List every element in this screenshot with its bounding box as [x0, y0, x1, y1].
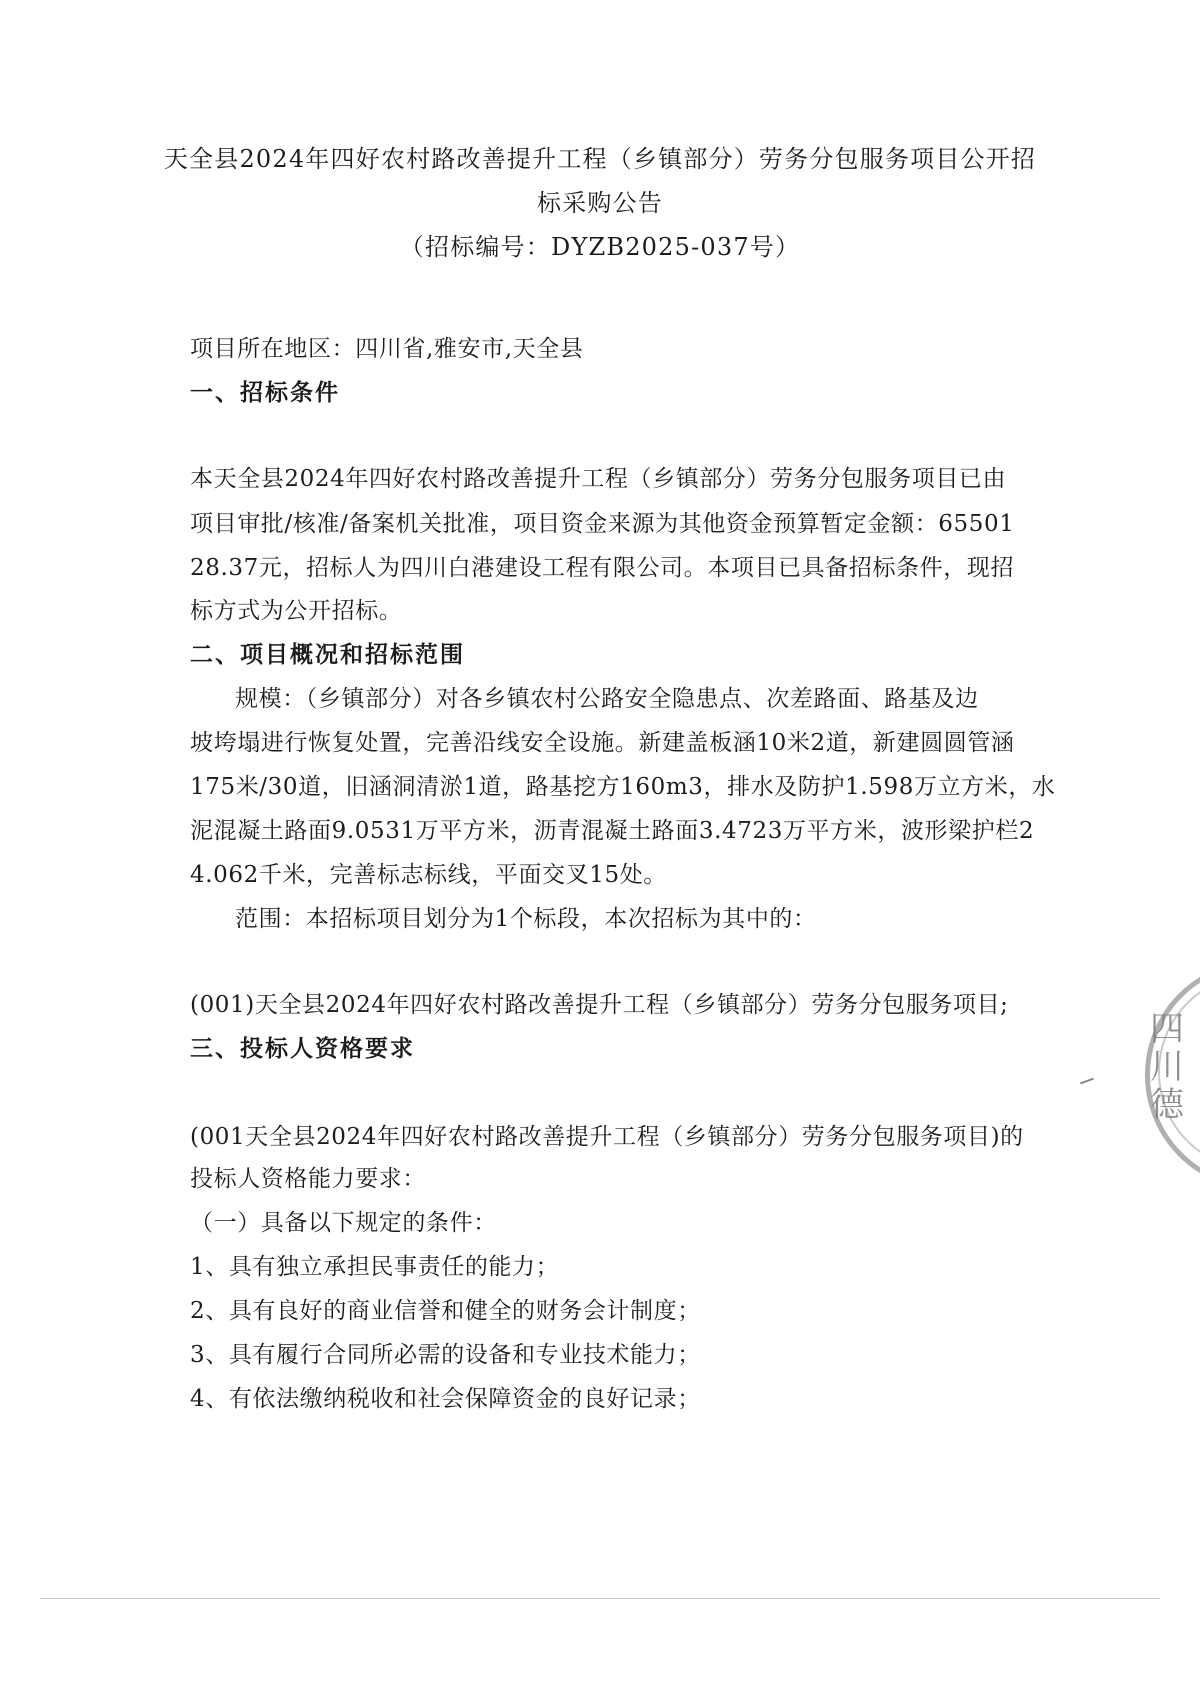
project-location: 项目所在地区：四川省,雅安市,天全县: [190, 336, 584, 362]
section-1-line: 28.37元，招标人为四川白港建设工程有限公司。本项目已具备招标条件，现招: [190, 555, 1015, 581]
scan-mark: [1080, 1078, 1094, 1085]
section-1-line: 标方式为公开招标。: [190, 598, 403, 624]
section-2-scale-line: 泥混凝土路面9.0531万平方米，沥青混凝土路面3.4723万平方米，波形梁护栏2: [190, 818, 1035, 844]
section-1-heading: 一、招标条件: [190, 380, 340, 406]
section-3-intro-line: 投标人资格能力要求：: [190, 1166, 426, 1192]
qualification-item: 1、具有独立承担民事责任的能力；: [190, 1254, 560, 1280]
document-title-line-2: 标采购公告: [537, 189, 663, 217]
section-3-heading: 三、投标人资格要求: [190, 1036, 415, 1062]
section-2-scale-line: 规模：（乡镇部分）对各乡镇农村公路安全隐患点、次差路面、路基及边: [235, 686, 979, 712]
document-title-line-1: 天全县2024年四好农村路改善提升工程（乡镇部分）劳务分包服务项目公开招: [163, 145, 1037, 173]
qualification-item: 4、有依法缴纳税收和社会保障资金的良好记录；: [190, 1386, 701, 1412]
section-2-lot: (001)天全县2024年四好农村路改善提升工程（乡镇部分）劳务分包服务项目;: [190, 992, 1009, 1018]
section-2-scale-line: 175米/30道，旧涵洞清淤1道，路基挖方160m3，排水及防护1.598万立方米，水: [190, 774, 1056, 800]
section-3-sub-heading: （一）具备以下规定的条件：: [190, 1210, 497, 1236]
section-2-scale-line: 4.062千米，完善标志标线，平面交叉15处。: [190, 862, 667, 888]
section-1-line: 项目审批/核准/备案机关批准，项目资金来源为其他资金预算暂定金额：65501: [190, 511, 1015, 537]
section-2-heading: 二、项目概况和招标范围: [190, 642, 465, 668]
qualification-item: 3、具有履行合同所必需的设备和专业技术能力；: [190, 1342, 701, 1368]
qualification-item: 2、具有良好的商业信誉和健全的财务会计制度；: [190, 1298, 701, 1324]
company-seal-text: 四川德: [1150, 1009, 1184, 1125]
page-bottom-rule: [40, 1598, 1160, 1599]
section-3-intro-line: (001天全县2024年四好农村路改善提升工程（乡镇部分）劳务分包服务项目)的: [190, 1124, 1024, 1150]
section-1-line: 本天全县2024年四好农村路改善提升工程（乡镇部分）劳务分包服务项目已由: [190, 466, 1007, 492]
bid-number: （招标编号：DYZB2025-037号）: [399, 233, 801, 261]
section-2-scope: 范围：本招标项目划分为1个标段，本次招标为其中的：: [235, 906, 817, 932]
section-2-scale-line: 坡垮塌进行恢复处置，完善沿线安全设施。新建盖板涵10米2道，新建圆圆管涵: [190, 730, 1015, 756]
